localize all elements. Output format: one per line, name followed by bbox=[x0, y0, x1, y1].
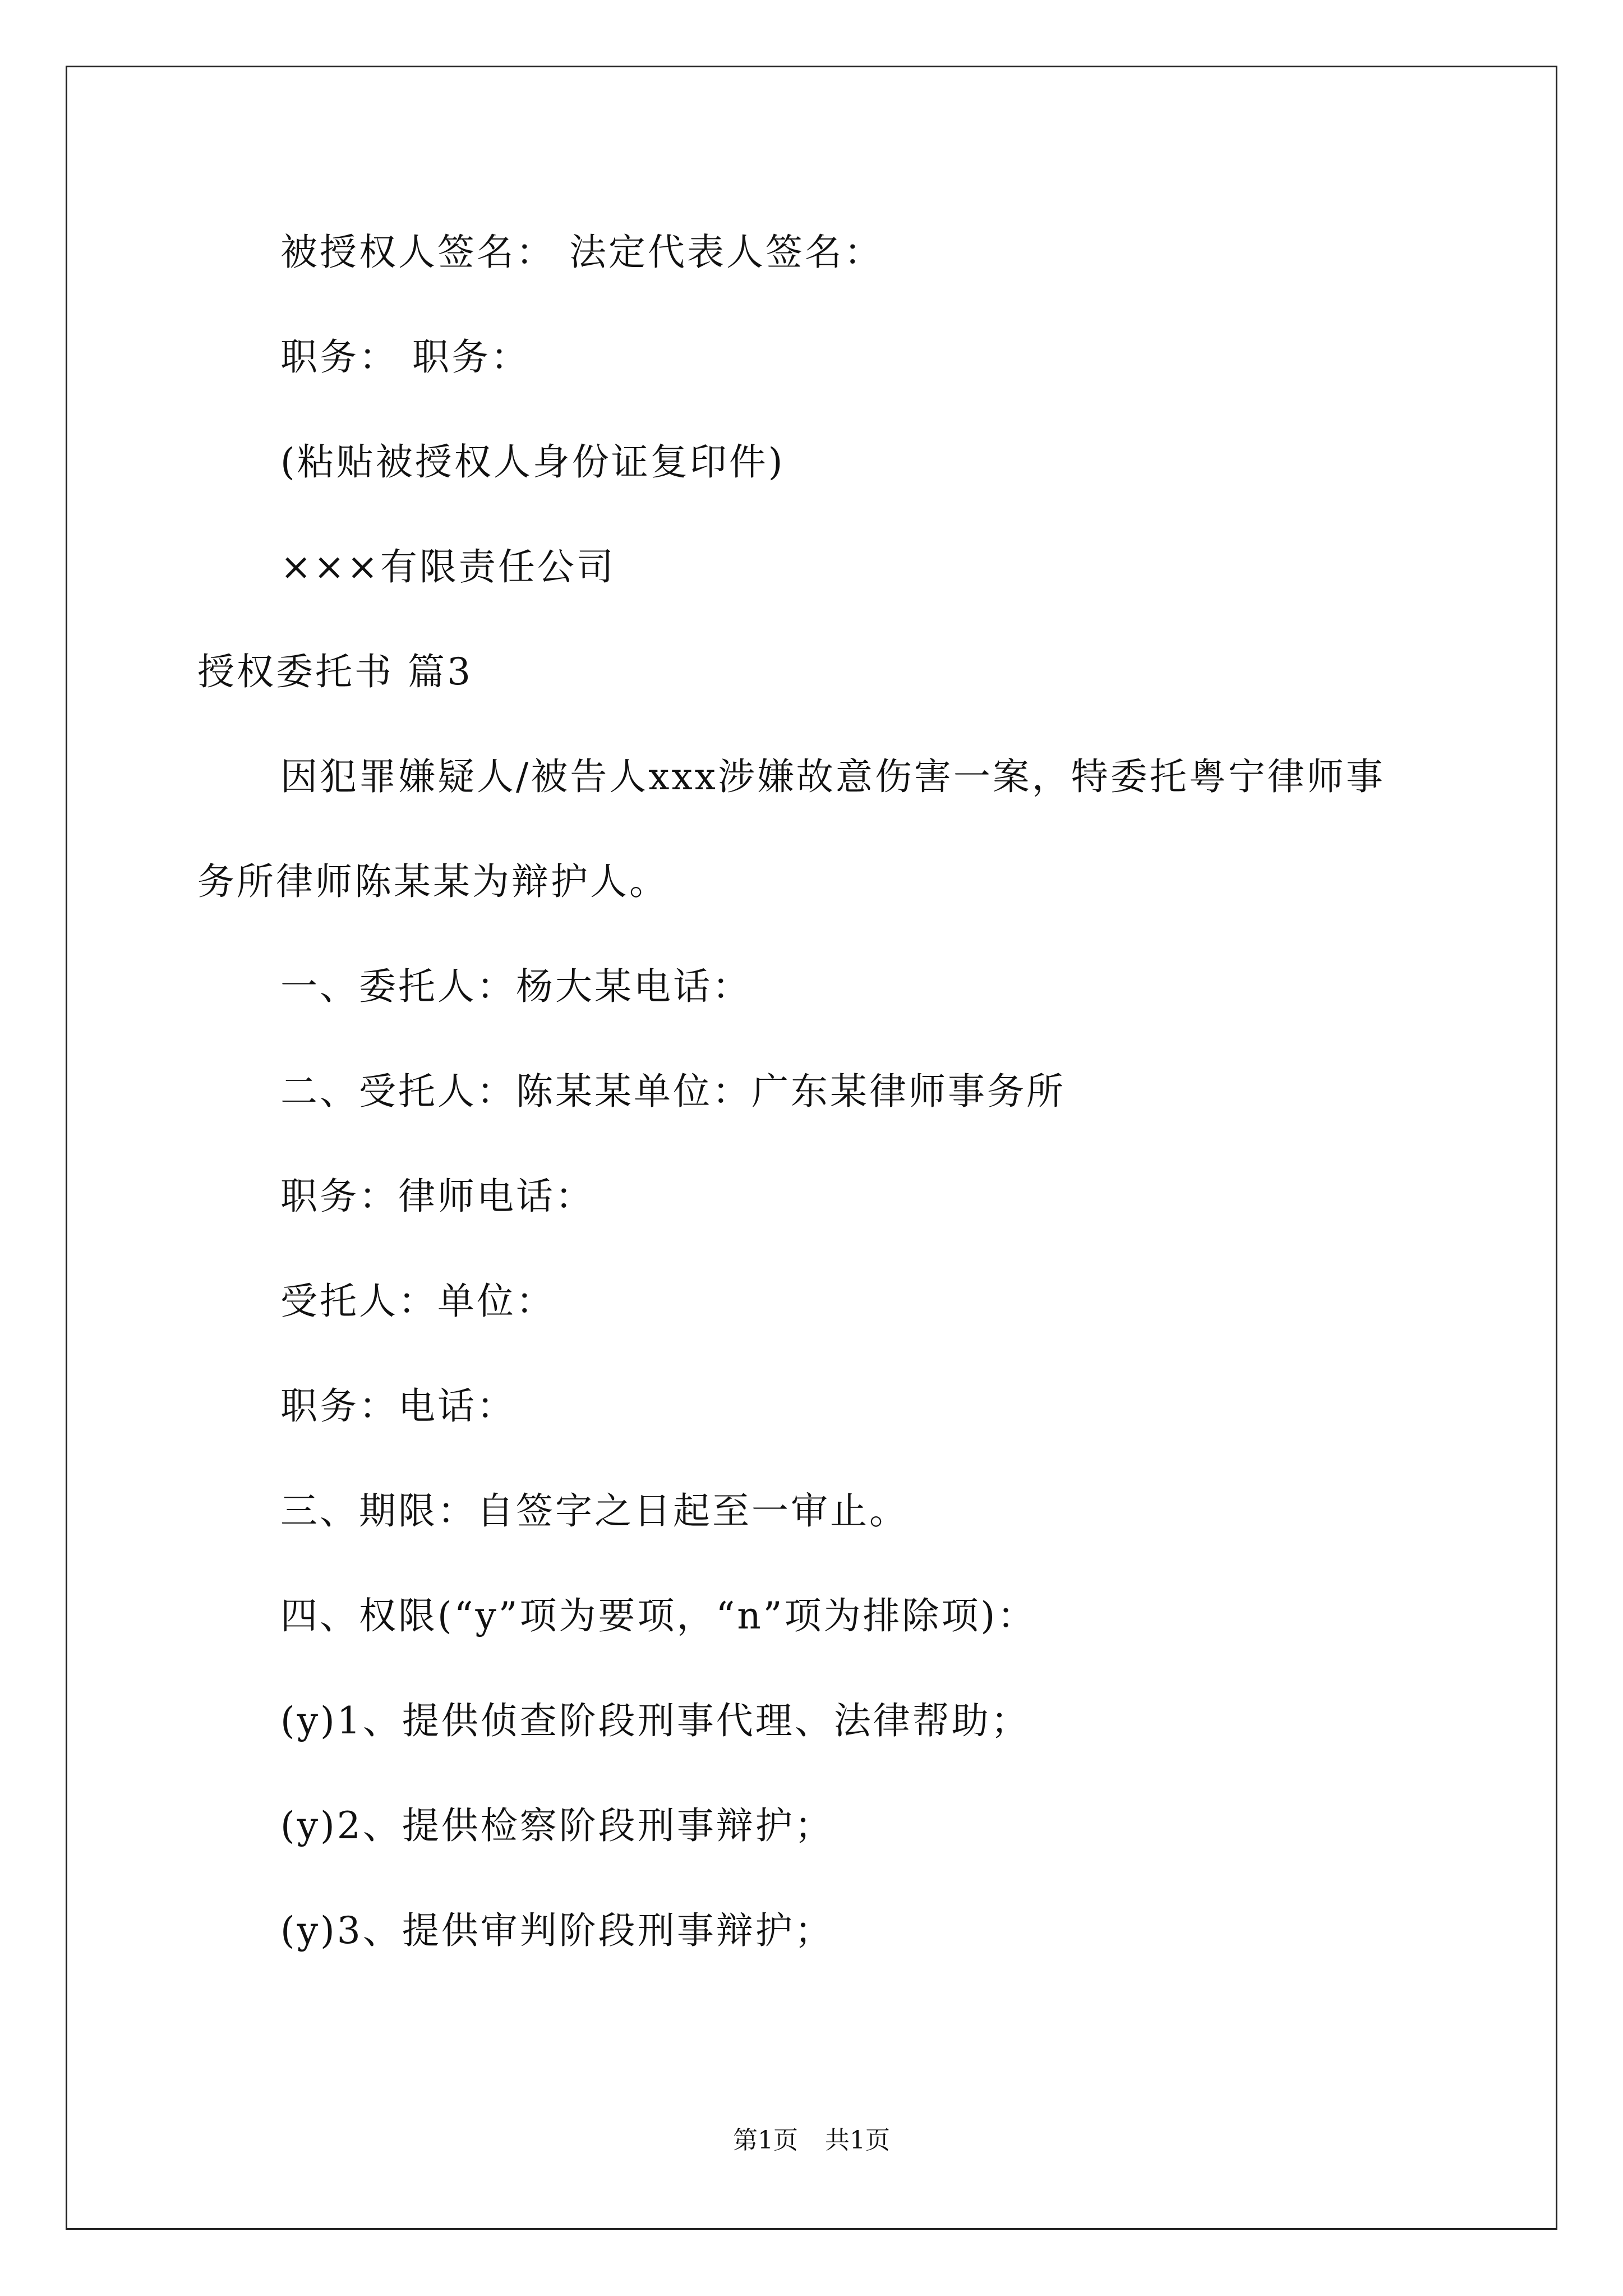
page-border bbox=[66, 66, 1557, 2230]
paragraph-line-2: 务所律师陈某某为辩护人。 bbox=[197, 860, 668, 903]
client-line: 一、委托人：杨大某电话： bbox=[280, 965, 751, 1008]
position-line: 职务： 职务： bbox=[280, 335, 530, 379]
page-current: 第1页 bbox=[733, 2126, 798, 2155]
authority-line: 四、权限(“y”项为要项，“n”项为排除项)： bbox=[280, 1594, 1037, 1637]
page-total: 共1页 bbox=[825, 2126, 890, 2155]
page-footer bbox=[0, 2125, 1623, 2156]
paragraph-line-1: 因犯罪嫌疑人/被告人xxx涉嫌故意伤害一案，特委托粤宁律师事 bbox=[280, 755, 1385, 798]
second-trustee-line: 受托人：单位： bbox=[280, 1280, 555, 1323]
trustee-line: 二、受托人：陈某某单位：广东某律师事务所 bbox=[280, 1070, 1066, 1113]
second-trustee-position-line: 职务：电话： bbox=[280, 1384, 516, 1428]
authority-item-1: (y)1、提供侦查阶段刑事代理、法律帮助； bbox=[280, 1699, 1030, 1742]
authority-item-2: (y)2、提供检察阶段刑事辩护； bbox=[280, 1804, 834, 1847]
authority-item-3: (y)3、提供审判阶段刑事辩护； bbox=[280, 1909, 834, 1952]
company-name: ×××有限责任公司 bbox=[280, 545, 616, 588]
section-heading: 授权委托书 篇3 bbox=[197, 650, 473, 693]
signature-line: 被授权人签名： 法定代表人签名： bbox=[280, 231, 883, 274]
trustee-position-line: 职务：律师电话： bbox=[280, 1175, 594, 1218]
term-line: 三、期限：自签字之日起至一审止。 bbox=[280, 1489, 909, 1533]
id-copy-note: (粘贴被授权人身份证复印件) bbox=[280, 440, 785, 484]
